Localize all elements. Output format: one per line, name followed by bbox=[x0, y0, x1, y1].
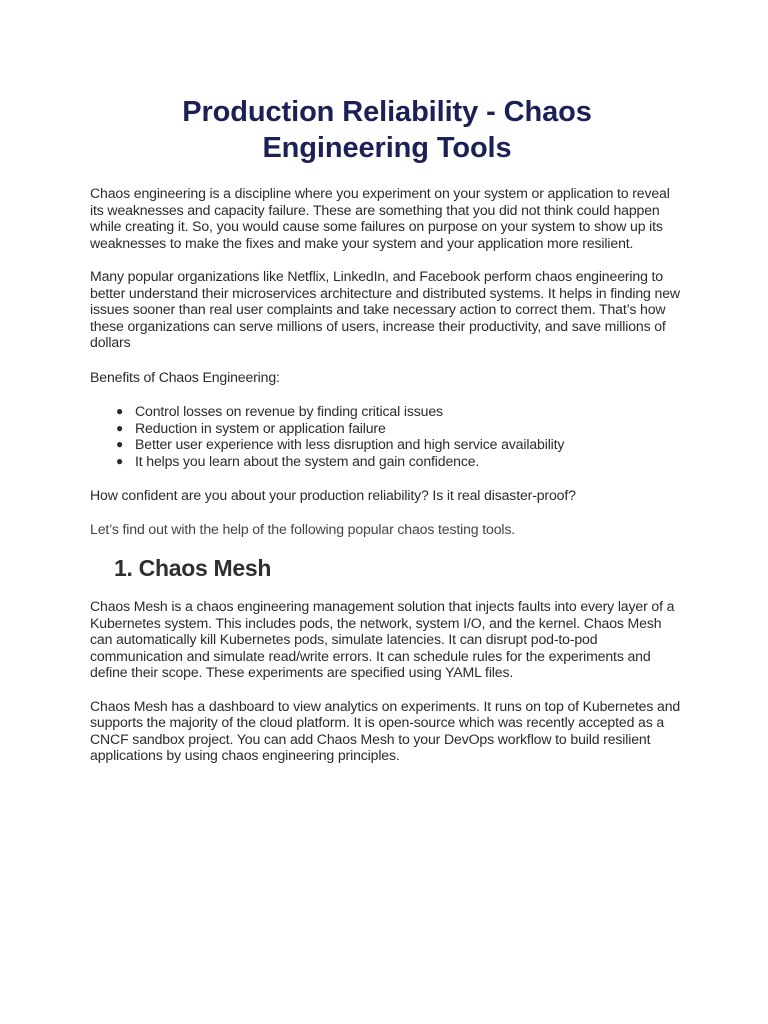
organizations-paragraph: Many popular organizations like Netflix, LinkedIn, and Facebook perform chaos engineering to better understand their microservices architecture and distributed systems. It helps in finding new issues sooner than real user complaints and take necessary action to correct them. That’s how these organizations can serve millions of users, increase their productivity, and save millions of dollars bbox=[90, 268, 680, 350]
benefits-list bbox=[90, 403, 684, 469]
page-title bbox=[90, 94, 684, 166]
bullet-icon: ● bbox=[116, 404, 124, 418]
list-item-text: It helps you learn about the system and gain confidence. bbox=[135, 452, 480, 469]
section-heading-chaos-mesh: 1. Chaos Mesh bbox=[114, 555, 272, 581]
document-page bbox=[90, 94, 684, 764]
list-item bbox=[116, 403, 684, 420]
chaos-mesh-paragraph-1: Chaos Mesh is a chaos engineering management solution that injects faults into every layer of a Kubernetes system. This includes pods, the network, system I/O, and the kernel. Chaos Mesh can automatically kill Kubernetes pods, simulate latencies. It can disrupt pod-to-pod communication and simulate read/write errors. It can schedule rules for the experiments and define their scope. These experiments are specified using YAML files. bbox=[90, 598, 675, 680]
bullet-icon: ● bbox=[116, 437, 124, 451]
bullet-icon: ● bbox=[116, 453, 124, 468]
benefits-intro: Benefits of Chaos Engineering: bbox=[90, 368, 280, 385]
intro-paragraph: Chaos engineering is a discipline where you experiment on your system or application to reveal its weaknesses and capacity failure. These are something that you did not think could happen while creating it. So, you would cause some failures on purpose on your system to show up its weaknesses to make the fixes and make your system and your application more resilient. bbox=[90, 185, 670, 251]
list-item bbox=[116, 453, 684, 470]
list-item bbox=[116, 420, 684, 437]
list-item bbox=[116, 436, 684, 453]
question-paragraph: How confident are you about your production reliability? Is it real disaster-proof? bbox=[90, 487, 576, 503]
list-item-text: Reduction in system or application failure bbox=[135, 419, 386, 436]
list-item-text: Better user experience with less disruption and high service availability bbox=[135, 436, 565, 452]
bullet-icon: ● bbox=[116, 420, 124, 435]
page-title-line-1: Production Reliability - Chaos bbox=[182, 96, 592, 128]
lets-find-paragraph: Let’s find out with the help of the following popular chaos testing tools. bbox=[90, 520, 516, 537]
list-item-text: Control losses on revenue by finding critical issues bbox=[135, 403, 443, 419]
chaos-mesh-paragraph-2: Chaos Mesh has a dashboard to view analytics on experiments. It runs on top of Kubernetes and supports the majority of the cloud platform. It is open-source which was recently accepted as a CNCF sandbox project. You can add Chaos Mesh to your DevOps workflow to build resilient applications by using chaos engineering principles. bbox=[90, 697, 681, 763]
page-title-line-2: Engineering Tools bbox=[262, 132, 512, 164]
